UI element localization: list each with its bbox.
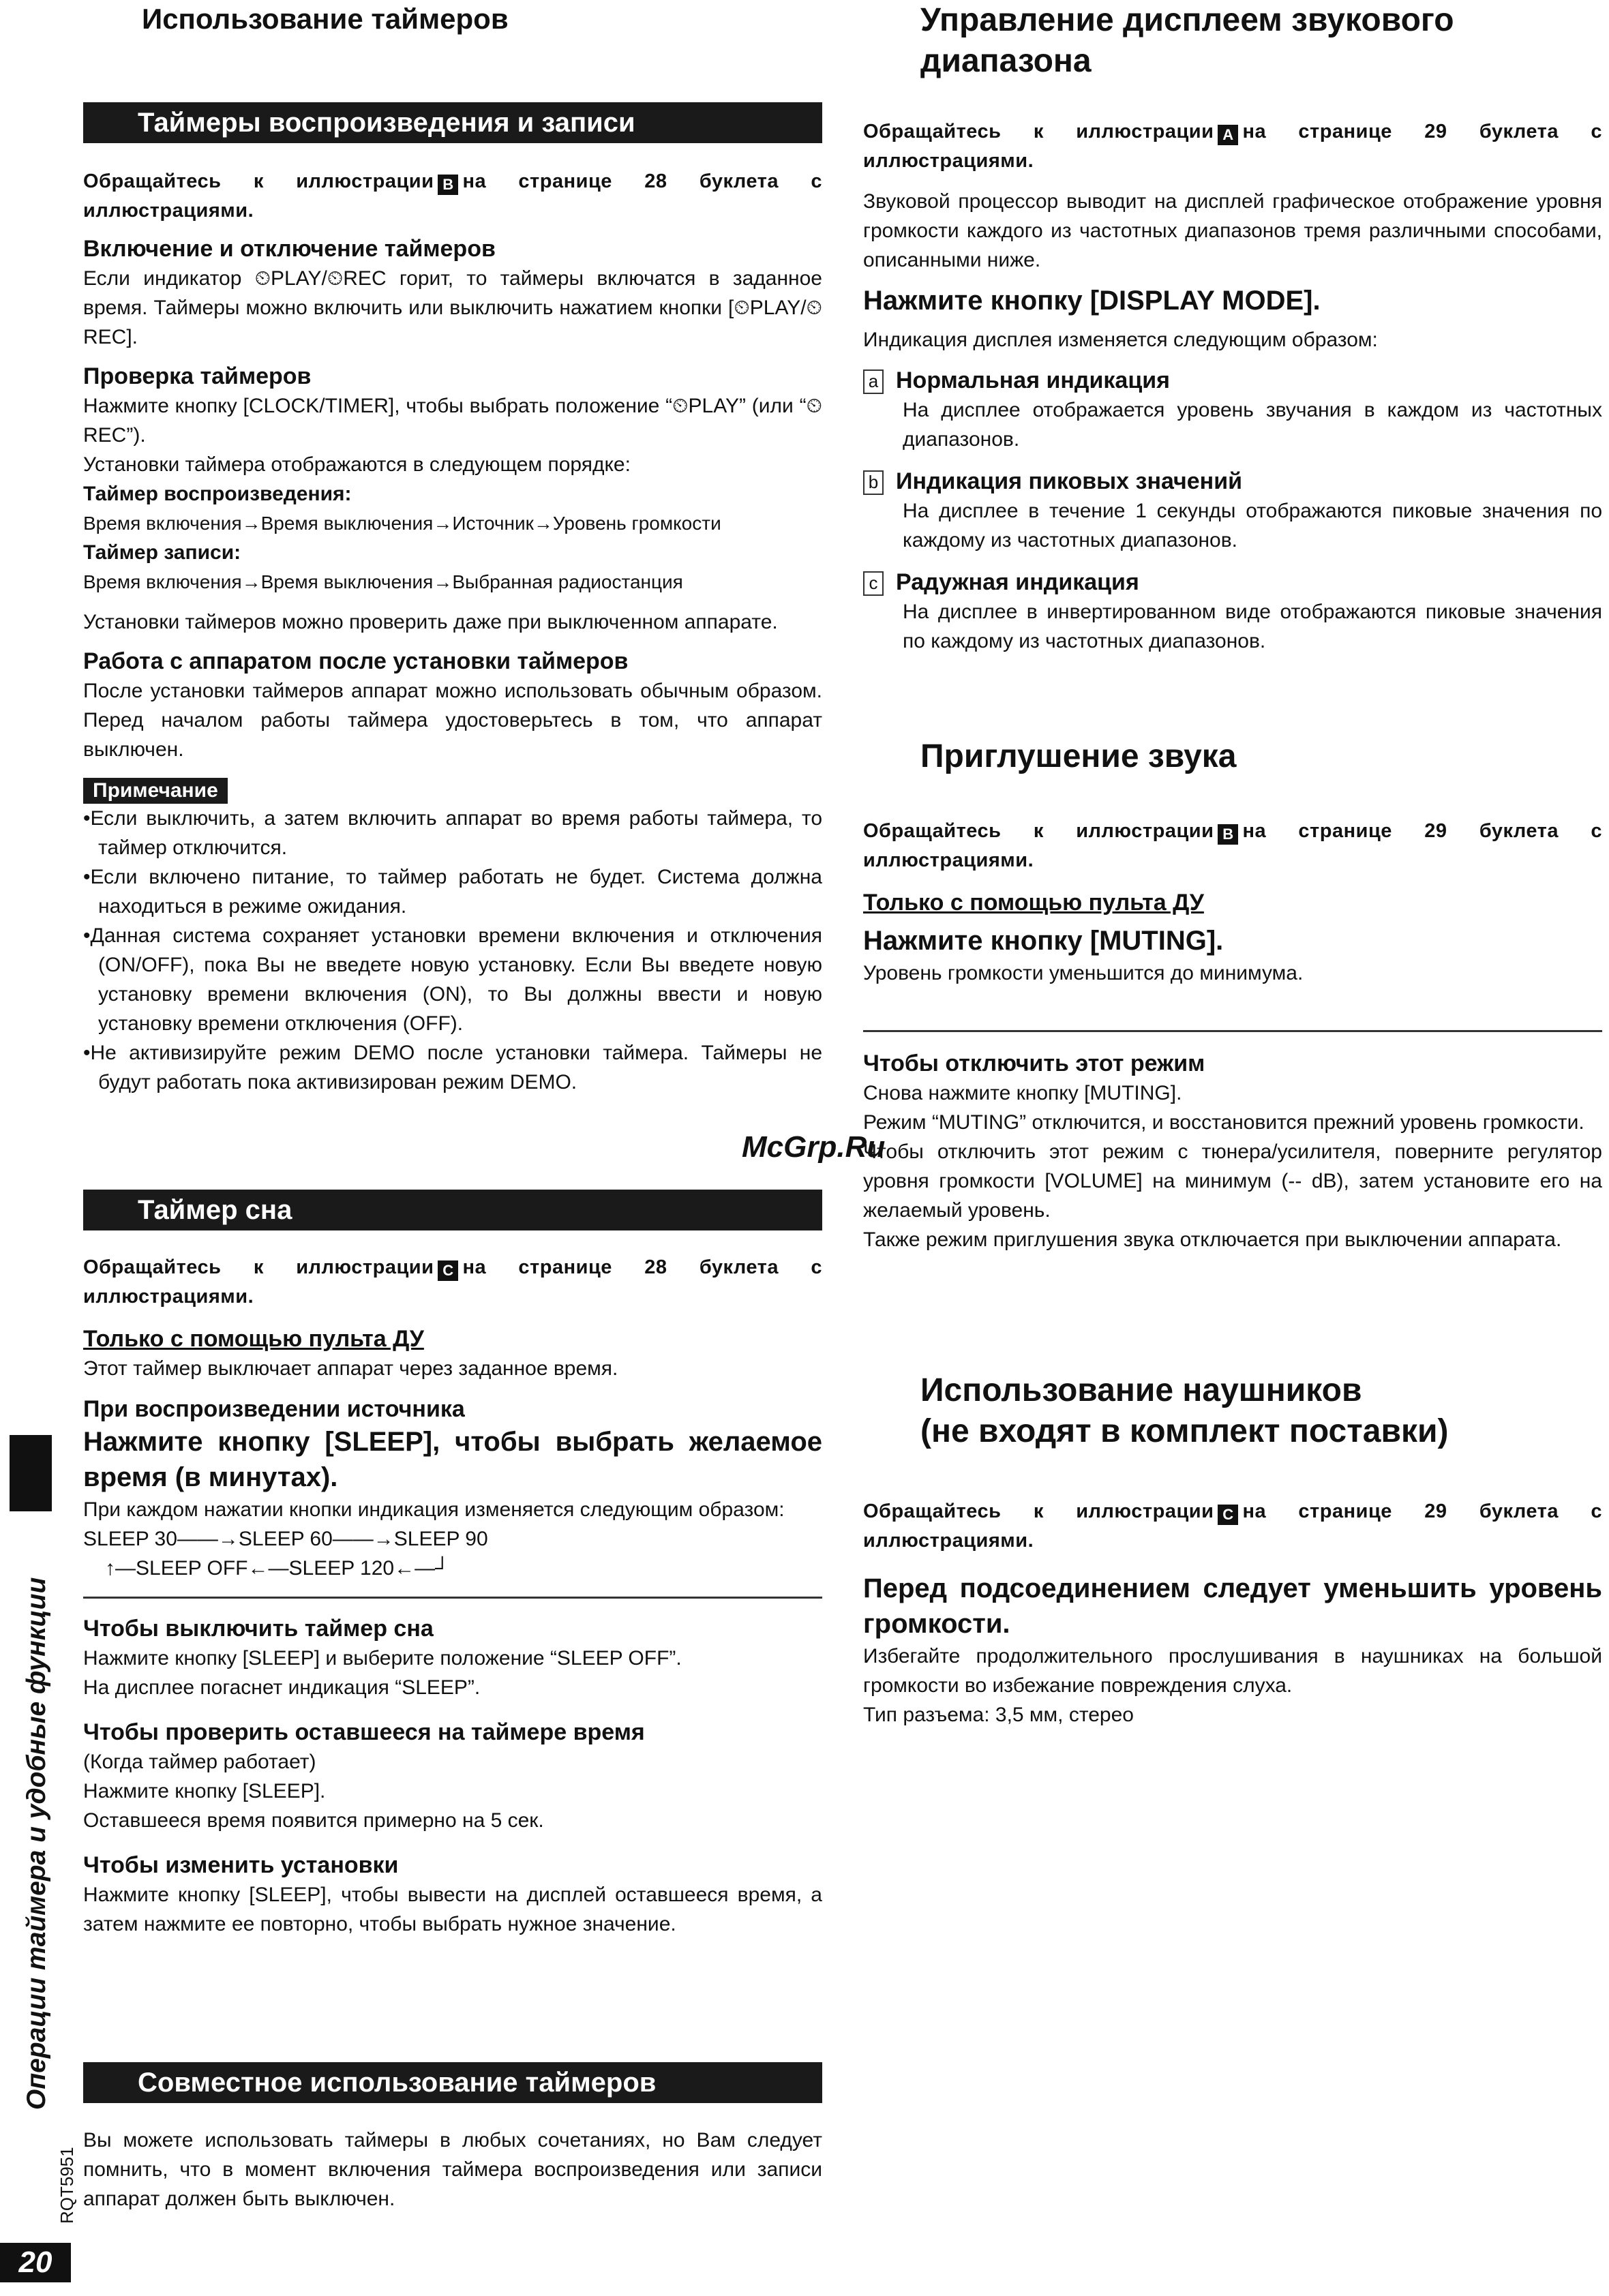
sleep-sequence-line2: ↑—SLEEP OFF←—SLEEP 120←—┘ xyxy=(105,1557,450,1580)
paragraph: При каждом нажатии кнопки индикация изменяется следующим образом: xyxy=(83,1498,785,1521)
heading-cancel-muting: Чтобы отключить этот режим xyxy=(863,1051,1205,1076)
remote-only-label: Только с помощью пульта ДУ xyxy=(83,1326,424,1352)
paragraph: Вы можете использовать таймеры в любых сочетаниях, но Вам следует помнить, что в момент включения таймера воспроизведения или записи аппарат должен быть выключен. xyxy=(83,2129,822,2210)
section-heading-display: Управление дисплеем звукового диапазона xyxy=(920,2,1454,79)
instruction-sleep: Нажмите кнопку [SLEEP], чтобы выбрать желаемое время (в минутах). xyxy=(83,1427,822,1492)
paragraph: Установки таймеров можно проверить даже при выключенном аппарате. xyxy=(83,611,778,633)
paragraph: Чтобы отключить этот режим с тюнера/усилителя, поверните регулятор уровня громкости [VOLUME] на минимум (-- dB), затем установите его на желаемый уровень. xyxy=(863,1141,1602,1222)
side-tab-marker xyxy=(10,1435,52,1511)
note-item: •Данная система сохраняет установки времени включения и отключения (ON/OFF), пока Вы не введете новую установку. Если Вы введете новую установку времени включения (ON), то Вы должны ввести и новую установку времени отключения (OFF). xyxy=(83,924,822,1035)
watermark: McGrp.Ru xyxy=(742,1130,886,1164)
page-number: 20 xyxy=(0,2243,71,2282)
illustration-reference: Обращайтесь к иллюстрации C на странице 29 буклета с иллюстрациями. xyxy=(863,1500,1602,1552)
paragraph: (Когда таймер работает) xyxy=(83,1751,316,1773)
paragraph: После установки таймеров аппарат можно использовать обычным образом. Перед началом работы таймера удостоверьтесь в том, что аппарат выключен. xyxy=(83,680,822,761)
paragraph: Нажмите кнопку [SLEEP] и выберите положение “SLEEP OFF”. xyxy=(83,1647,682,1670)
letter-box: c xyxy=(863,571,884,596)
sequence-rec-timer: Время включения→Время выключения→Выбранная радиостанция xyxy=(83,571,683,592)
note-label: Примечание xyxy=(83,778,228,804)
illustration-reference: Обращайтесь к иллюстрации B на странице 28 буклета с иллюстрациями. xyxy=(83,170,822,222)
heading-change-settings: Чтобы изменить установки xyxy=(83,1852,399,1878)
label-rec-timer: Таймер записи: xyxy=(83,541,241,564)
instruction-display-mode: Нажмите кнопку [DISPLAY MODE]. xyxy=(863,286,1321,316)
mode-item: b Индикация пиковых значений На дисплее в течение 1 секунды отображаются пиковые значения по каждому из частотных диапазонов. xyxy=(863,466,1602,555)
mode-item: c Радужная индикация На дисплее в инвертированном виде отображаются пиковые значения по каждому из частотных диапазонов. xyxy=(863,567,1602,656)
section-heading-timers: Использование таймеров xyxy=(142,3,509,35)
bar-sleep-timer: Таймер сна xyxy=(83,1190,822,1230)
paragraph: Тип разъема: 3,5 мм, стерео xyxy=(863,1704,1134,1726)
instruction-headphones: Перед подсоединением следует уменьшить уровень громкости. xyxy=(863,1573,1602,1639)
letter-box: a xyxy=(863,369,884,394)
paragraph: Избегайте продолжительного прослушивания в наушниках на большой громкости во избежание повреждения слуха. xyxy=(863,1645,1602,1697)
illustration-reference: Обращайтесь к иллюстрации C на странице 28 буклета с иллюстрациями. xyxy=(83,1256,822,1308)
divider xyxy=(83,1597,822,1599)
section-heading-headphones: Использование наушников (не входят в комплект поставки) xyxy=(920,1372,1449,1449)
heading-timer-onoff: Включение и отключение таймеров xyxy=(83,236,496,262)
sequence-play-timer: Время включения→Время выключения→Источник→Уровень громкости xyxy=(83,513,721,534)
side-section-title: Операции таймера и удобные функции xyxy=(22,1577,51,2110)
illustration-reference: Обращайтесь к иллюстрации A на странице 29 буклета с иллюстрациями. xyxy=(863,121,1602,172)
note-item: •Если включено питание, то таймер работать не будет. Система должна находиться в режиме ожидания. xyxy=(83,866,822,918)
paragraph: Нажмите кнопку [SLEEP]. xyxy=(83,1780,326,1802)
sleep-sequence-line1: SLEEP 30——→SLEEP 60——→SLEEP 90 xyxy=(83,1528,488,1550)
paragraph: Режим “MUTING” отключится, и восстановится прежний уровень громкости. xyxy=(863,1111,1584,1134)
mode-item: a Нормальная индикация На дисплее отображается уровень звучания в каждом из частотных диапазонов. xyxy=(863,365,1602,454)
note-item: •Не активизируйте режим DEMO после установки таймера. Таймеры не будут работать пока активизирован режим DEMO. xyxy=(83,1042,822,1093)
paragraph: На дисплее погаснет индикация “SLEEP”. xyxy=(83,1676,481,1699)
section-heading-muting: Приглушение звука xyxy=(920,738,1237,774)
illustration-reference: Обращайтесь к иллюстрации B на странице 29 буклета с иллюстрациями. xyxy=(863,820,1602,871)
paragraph: Снова нажмите кнопку [MUTING]. xyxy=(863,1082,1182,1104)
paragraph: Нажмите кнопку [CLOCK/TIMER], чтобы выбрать положение “⏲PLAY” (или “⏲REC”). xyxy=(83,395,822,447)
heading-timer-check: Проверка таймеров xyxy=(83,363,312,389)
doc-code: RQT5951 xyxy=(57,2147,77,2224)
paragraph: Этот таймер выключает аппарат через заданное время. xyxy=(83,1357,618,1380)
paragraph: Установки таймера отображаются в следующем порядке: xyxy=(83,453,631,476)
paragraph: Также режим приглушения звука отключается при выключении аппарата. xyxy=(863,1228,1562,1251)
paragraph: Оставшееся время появится примерно на 5 сек. xyxy=(83,1809,544,1832)
paragraph: Если индикатор ⏲PLAY/⏲REC горит, то таймеры включатся в заданное время. Таймеры можно включить или выключить нажатием кнопки [⏲PLAY/⏲REC]. xyxy=(83,267,822,348)
heading-remaining-time: Чтобы проверить оставшееся на таймере время xyxy=(83,1719,645,1745)
label-play-timer: Таймер воспроизведения: xyxy=(83,483,352,505)
remote-only-label: Только с помощью пульта ДУ xyxy=(863,890,1204,916)
paragraph: Звуковой процессор выводит на дисплей графическое отображение уровня громкости каждого из частотных диапазонов тремя различными способами, описанными ниже. xyxy=(863,190,1602,271)
heading-sleep-off: Чтобы выключить таймер сна xyxy=(83,1616,434,1642)
divider xyxy=(863,1030,1602,1032)
paragraph: Нажмите кнопку [SLEEP], чтобы вывести на дисплей оставшееся время, а затем нажмите ее повторно, чтобы выбрать нужное значение. xyxy=(83,1884,822,1935)
letter-box: b xyxy=(863,470,884,495)
note-item: •Если выключить, а затем включить аппарат во время работы таймера, то таймер отключится. xyxy=(83,807,822,859)
bar-playback-record-timers: Таймеры воспроизведения и записи xyxy=(83,102,822,143)
paragraph: Уровень громкости уменьшится до минимума. xyxy=(863,962,1304,984)
heading-work-after-set: Работа с аппаратом после установки таймеров xyxy=(83,648,629,674)
heading-source-playback: При воспроизведении источника xyxy=(83,1396,465,1422)
bar-joint-timers: Совместное использование таймеров xyxy=(83,2062,822,2103)
paragraph: Индикация дисплея изменяется следующим образом: xyxy=(863,329,1378,351)
instruction-muting: Нажмите кнопку [MUTING]. xyxy=(863,926,1224,956)
